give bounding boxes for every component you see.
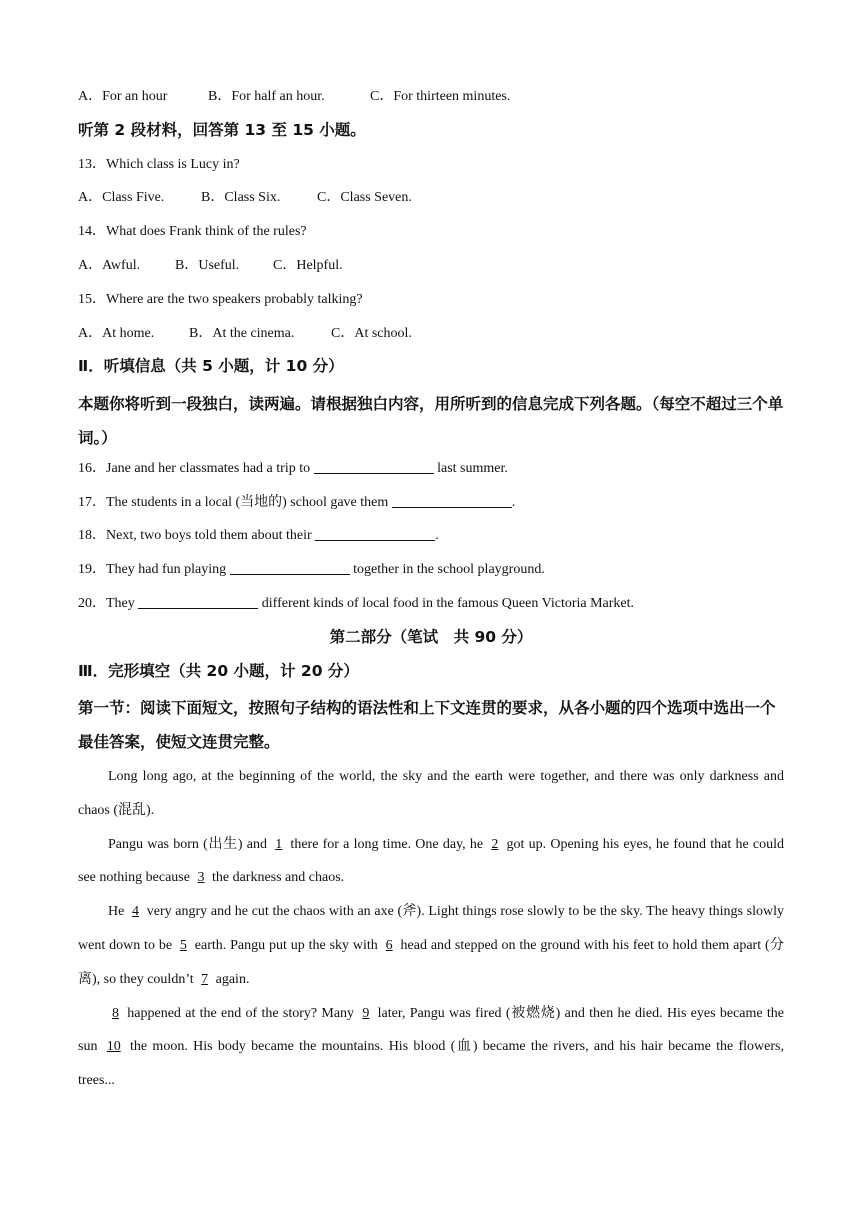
passage-paragraph-4 bbox=[78, 997, 784, 1098]
passage-text: there for a long time. One day, he bbox=[286, 836, 488, 852]
passage-text: Pangu was born (出生) and bbox=[108, 836, 272, 852]
cloze-blank-7[interactable]: 7 bbox=[201, 971, 209, 987]
answer-blank[interactable] bbox=[230, 559, 350, 575]
passage-text: happened at the end of the story? Many bbox=[123, 1005, 359, 1021]
option-a: A．Awful. bbox=[78, 257, 141, 273]
fill-item bbox=[78, 557, 784, 591]
part3-instruction: 第一节：阅读下面短文，按照句子结构的语法性和上下文连贯的要求，从各小题的四个选项中选出一个最佳答案，使短文连贯完整。 bbox=[78, 699, 776, 752]
q12-options bbox=[78, 84, 784, 118]
question-stem: 13．Which class is Lucy in? bbox=[78, 156, 240, 172]
passage-paragraph-1: Long long ago, at the beginning of the world, the sky and the earth were together, and there was only darkness and chaos (混乱). bbox=[78, 768, 784, 818]
option-a: A．Class Five. bbox=[78, 190, 165, 206]
cloze-blank-2[interactable]: 2 bbox=[491, 836, 499, 852]
option-c: C．For thirteen minutes. bbox=[370, 89, 511, 104]
fill-text: 18．Next, two boys told them about their bbox=[78, 528, 312, 544]
passage-text: later, Pangu was fired (被燃烧) and then he died. His eyes became the sun bbox=[78, 1005, 784, 1055]
passage-text: the darkness and chaos. bbox=[208, 870, 345, 886]
option-c: C．Helpful. bbox=[273, 257, 343, 273]
cloze-blank-3[interactable]: 3 bbox=[197, 870, 205, 886]
part2-title: Ⅱ．听填信息（共 5 小题，计 10 分） bbox=[78, 357, 344, 376]
fill-item bbox=[78, 490, 784, 524]
answer-blank[interactable] bbox=[315, 525, 435, 541]
option-c: C．At school. bbox=[331, 325, 412, 341]
fill-item bbox=[78, 523, 784, 557]
cloze-blank-8[interactable]: 8 bbox=[112, 1005, 119, 1021]
question-options bbox=[78, 253, 784, 287]
option-b: B．Class Six. bbox=[201, 190, 281, 206]
passage-text: He bbox=[108, 904, 129, 920]
part2-instruction: 本题你将听到一段独白，读两遍。请根据独白内容，用所听到的信息完成下列各题。（每空不超过三个单词。） bbox=[78, 395, 784, 447]
question-stem: 14．What does Frank think of the rules? bbox=[78, 224, 307, 240]
passage-text: got up. Opening his eyes, he found that he could see nothing because bbox=[78, 836, 784, 886]
question-stem: 15．Where are the two speakers probably talking? bbox=[78, 291, 363, 307]
cloze-blank-1[interactable]: 1 bbox=[275, 836, 283, 852]
fill-text: 20．They bbox=[78, 595, 135, 611]
fill-text: last summer. bbox=[437, 460, 508, 476]
passage-paragraph-3 bbox=[78, 895, 784, 996]
fill-text: . bbox=[435, 528, 439, 544]
fill-text: together in the school playground. bbox=[353, 562, 545, 578]
option-b: B．At the cinema. bbox=[189, 325, 295, 341]
section-2-intro: 听第 2 段材料，回答第 13 至 15 小题。 bbox=[78, 120, 366, 139]
exam-page bbox=[78, 84, 784, 1098]
question-options bbox=[78, 321, 784, 355]
fill-text: different kinds of local food in the famous Queen Victoria Market. bbox=[261, 595, 635, 611]
passage-text: head and stepped on the ground with his feet to hold them apart (分离), so they couldn’t bbox=[78, 937, 784, 987]
cloze-blank-4[interactable]: 4 bbox=[132, 904, 140, 920]
written-part-title: 第二部分（笔试 共 90 分） bbox=[329, 627, 533, 646]
option-b: B．Useful. bbox=[175, 257, 240, 273]
passage-text: earth. Pangu put up the sky with bbox=[190, 937, 382, 953]
fill-text: 16．Jane and her classmates had a trip to bbox=[78, 460, 311, 476]
fill-item bbox=[78, 456, 784, 490]
fill-text: 17．The students in a local (当地的) school gave them bbox=[78, 494, 389, 510]
passage-text: the moon. His body became the mountains. His blood (血) became the rivers, and his hair became the flowers, trees... bbox=[78, 1039, 784, 1089]
answer-blank[interactable] bbox=[314, 458, 434, 474]
cloze-blank-5[interactable]: 5 bbox=[179, 937, 187, 953]
option-a: A．For an hour bbox=[78, 89, 168, 104]
fill-text: 19．They had fun playing bbox=[78, 562, 227, 578]
passage-text: again. bbox=[212, 971, 250, 987]
fill-item bbox=[78, 591, 784, 625]
fill-text: . bbox=[511, 494, 516, 510]
cloze-blank-6[interactable]: 6 bbox=[385, 937, 393, 953]
cloze-blank-9[interactable]: 9 bbox=[362, 1005, 370, 1021]
passage-paragraph-2 bbox=[78, 828, 784, 896]
option-a: A．At home. bbox=[78, 325, 155, 341]
cloze-blank-10[interactable]: 10 bbox=[106, 1039, 121, 1055]
option-b: B．For half an hour. bbox=[208, 89, 325, 104]
option-c: C．Class Seven. bbox=[317, 190, 412, 206]
question-options bbox=[78, 185, 784, 219]
part3-title: Ⅲ．完形填空（共 20 小题，计 20 分） bbox=[78, 661, 359, 680]
passage-text: very angry and he cut the chaos with an axe (斧). Light things rose slowly to be the sky. The heavy things slowly went down to be bbox=[78, 904, 785, 953]
answer-blank[interactable] bbox=[392, 492, 512, 508]
answer-blank[interactable] bbox=[138, 593, 258, 609]
